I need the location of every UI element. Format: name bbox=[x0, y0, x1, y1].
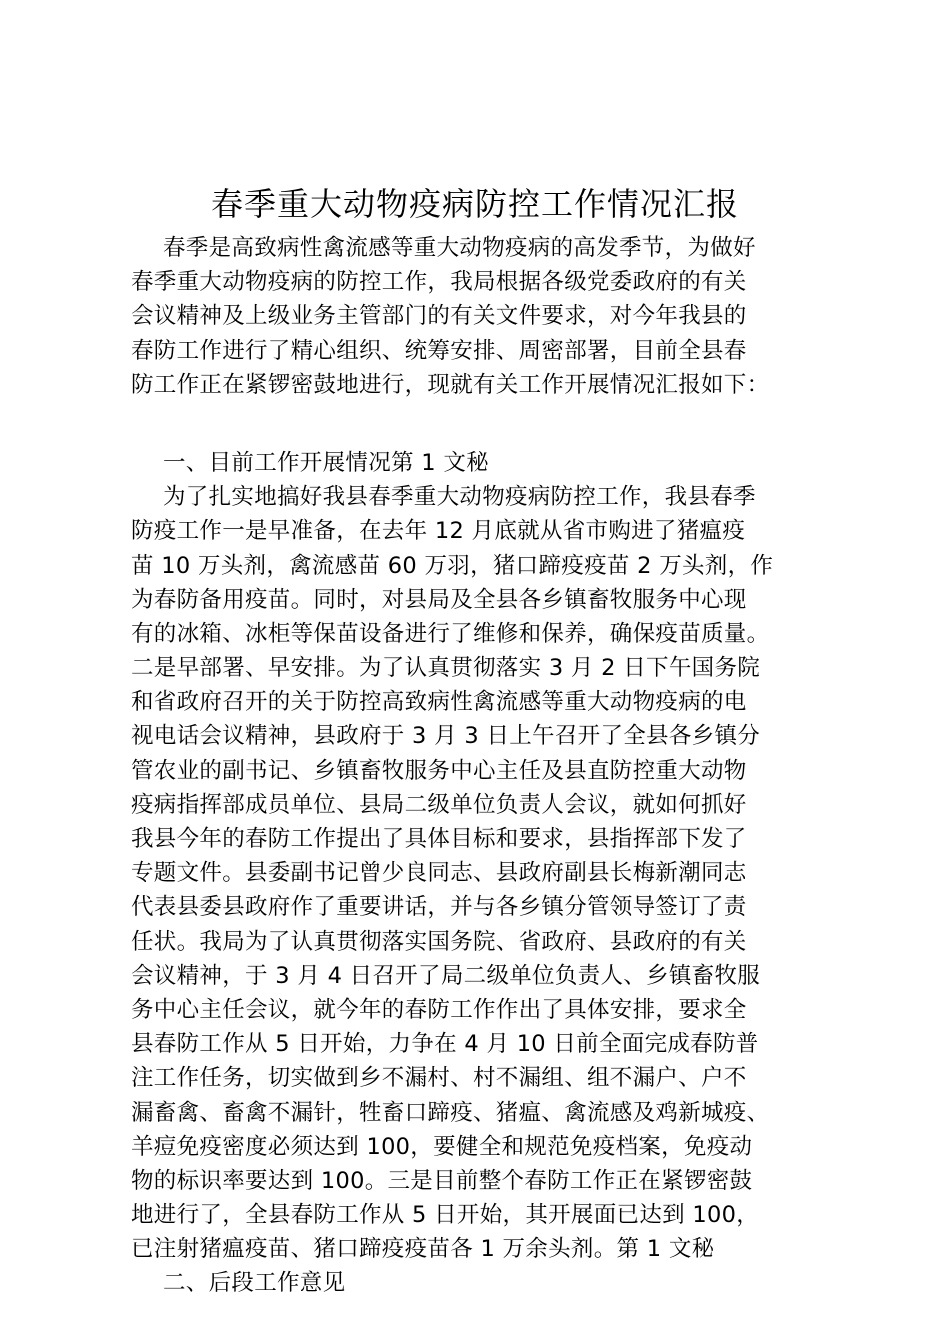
paragraph-line: 注工作任务，切实做到乡不漏村、村不漏组、组不漏户、户不 bbox=[131, 1065, 747, 1092]
paragraph-line: 我县今年的春防工作提出了具体目标和要求，县指挥部下发了 bbox=[131, 826, 747, 852]
paragraph-line: 物的标识率要达到 100。三是目前整个春防工作正在紧锣密鼓 bbox=[131, 1167, 753, 1194]
paragraph-line: 春季是高致病性禽流感等重大动物疫病的高发季节，为做好 bbox=[163, 235, 756, 261]
paragraph-line: 务中心主任会议，就今年的春防工作作出了具体安排，要求全 bbox=[131, 996, 747, 1023]
paragraph-line: 春季重大动物疫病的防控工作，我局根据各级党委政府的有关 bbox=[131, 269, 747, 296]
paragraph-line: 地进行了，全县春防工作从 5 日开始，其开展面已达到 100， bbox=[131, 1202, 760, 1229]
section-heading-2: 二、后段工作意见 bbox=[163, 1270, 346, 1297]
paragraph-line: 视电话会议精神，县政府于 3 月 3 日上午召开了全县各乡镇分 bbox=[131, 723, 761, 750]
paragraph-line: 漏畜禽、畜禽不漏针，牲畜口蹄疫、猪瘟、禽流感及鸡新城疫、 bbox=[131, 1099, 770, 1126]
paragraph-line: 苗 10 万头剂，禽流感苗 60 万羽，猪口蹄疫疫苗 2 万头剂，作 bbox=[131, 552, 774, 579]
paragraph-line: 和省政府召开的关于防控高致病性禽流感等重大动物疫病的电 bbox=[131, 689, 747, 716]
paragraph-line: 防疫工作一是早准备，在去年 12 月底就从省市购进了猪瘟疫 bbox=[131, 518, 746, 545]
paragraph-line: 会议精神及上级业务主管部门的有关文件要求，对今年我县的 bbox=[131, 303, 747, 330]
paragraph-line: 防工作正在紧锣密鼓地进行，现就有关工作开展情况汇报如下： bbox=[131, 371, 770, 398]
paragraph-line: 已注射猪瘟疫苗、猪口蹄疫疫苗各 1 万余头剂。第 1 文秘 bbox=[131, 1236, 715, 1263]
paragraph-line: 县春防工作从 5 日开始，力争在 4 月 10 日前全面完成春防普 bbox=[131, 1031, 759, 1058]
paragraph-line: 有的冰箱、冰柜等保苗设备进行了维修和保养，确保疫苗质量。 bbox=[131, 620, 770, 647]
paragraph-line: 疫病指挥部成员单位、县局二级单位负责人会议，就如何抓好 bbox=[131, 791, 747, 818]
paragraph-line: 专题文件。县委副书记曾少良同志、县政府副县长梅新潮同志 bbox=[131, 860, 747, 887]
paragraph-line: 羊痘免疫密度必须达到 100，要健全和规范免疫档案，免疫动 bbox=[131, 1133, 753, 1160]
paragraph-line: 管农业的副书记、乡镇畜牧服务中心主任及县直防控重大动物 bbox=[131, 757, 747, 784]
paragraph-line: 会议精神，于 3 月 4 日召开了局二级单位负责人、乡镇畜牧服 bbox=[131, 962, 761, 989]
paragraph-line: 任状。我局为了认真贯彻落实国务院、省政府、县政府的有关 bbox=[131, 928, 747, 955]
paragraph-line: 为了扎实地搞好我县春季重大动物疫病防控工作，我县春季 bbox=[163, 484, 756, 511]
document-body bbox=[131, 231, 824, 1301]
paragraph-line: 代表县委县政府作了重要讲话，并与各乡镇分管领导签订了责 bbox=[131, 894, 747, 921]
paragraph-spacer bbox=[131, 402, 824, 446]
paragraph-line: 春防工作进行了精心组织、统筹安排、周密部署，目前全县春 bbox=[131, 337, 747, 364]
section-heading-1: 一、目前工作开展情况第 1 文秘 bbox=[163, 449, 489, 476]
paragraph-line: 为春防备用疫苗。同时，对县局及全县各乡镇畜牧服务中心现 bbox=[131, 586, 747, 613]
paragraph-line: 二是早部署、早安排。为了认真贯彻落实 3 月 2 日下午国务院 bbox=[131, 655, 761, 682]
document-title: 春季重大动物疫病防控工作情况汇报 bbox=[210, 185, 739, 223]
